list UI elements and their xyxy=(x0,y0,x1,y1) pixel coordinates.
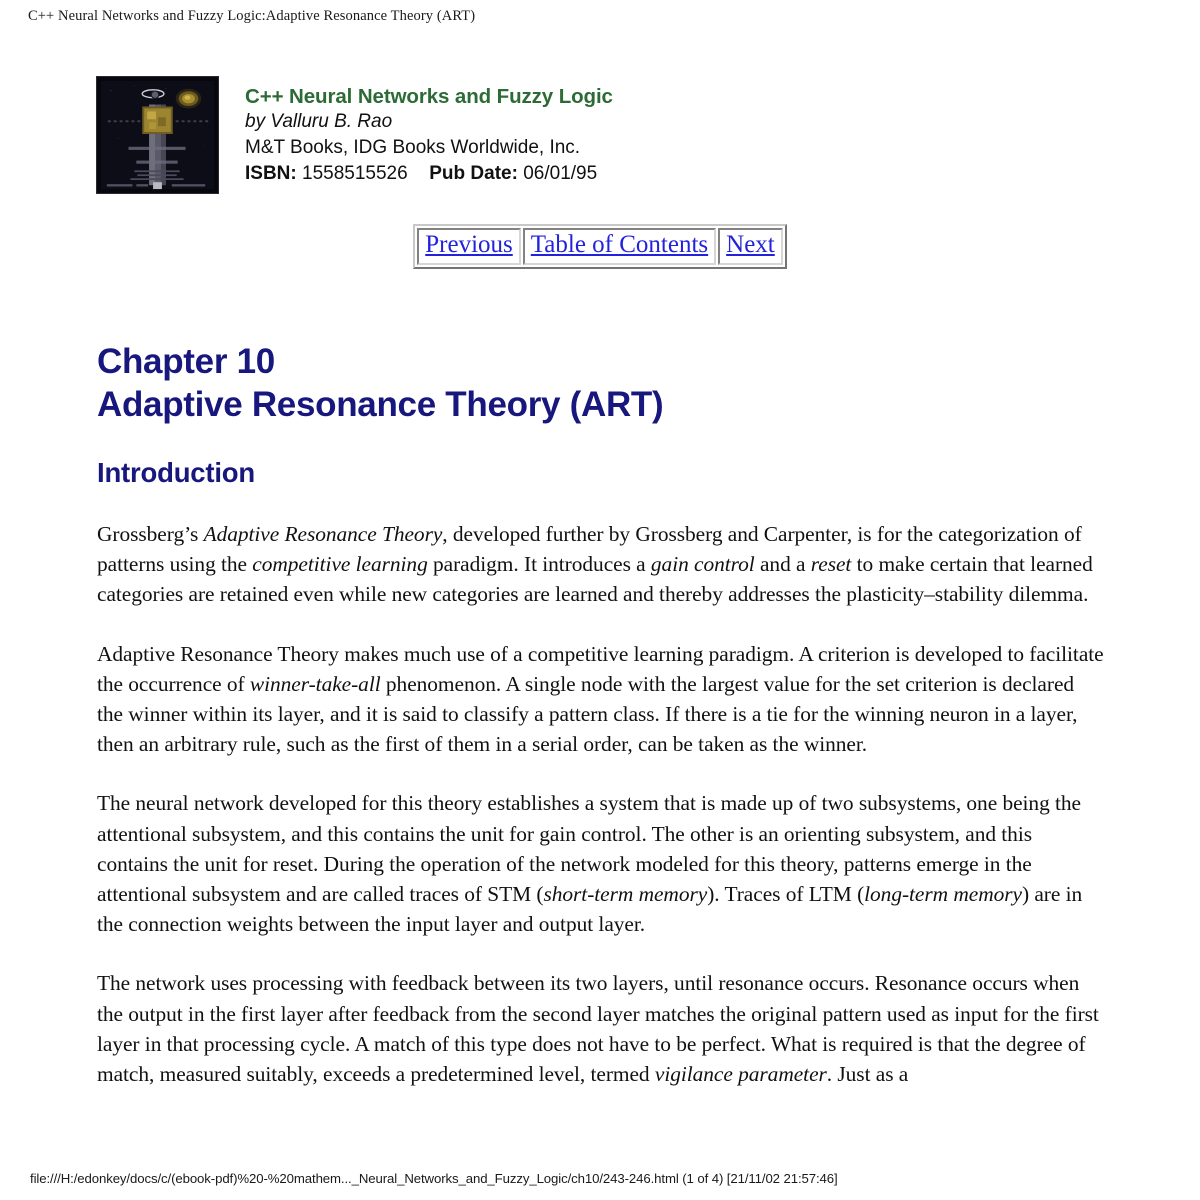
isbn-value: 1558515526 xyxy=(302,163,408,185)
previous-link[interactable]: Previous xyxy=(425,231,513,258)
paragraph xyxy=(97,519,1105,610)
emphasis-text: short-term memory xyxy=(543,882,708,907)
text-run: , developed further by Grossberg and Carpenter, is for the categorization of patterns using the xyxy=(97,522,1082,577)
emphasis-text: winner-take-all xyxy=(249,671,381,696)
book-publisher: M&T Books, IDG Books Worldwide, Inc. xyxy=(245,136,581,158)
paragraph xyxy=(97,788,1105,939)
nav-cell-toc[interactable] xyxy=(523,228,716,265)
page-header-title: C++ Neural Networks and Fuzzy Logic:Adaptive Resonance Theory (ART) xyxy=(28,8,476,24)
navigation-bar xyxy=(0,224,1200,269)
text-run: phenomenon. A single node with the largest value for the set criterion is declared the winner within its layer, and it is said to classify a pattern class. If there is a tie for the winning neuron in a layer, then an arbitrary rule, such as the first of them in a serial order, can be taken as the winner. xyxy=(97,671,1078,757)
pubdate-value: 06/01/95 xyxy=(523,163,598,185)
book-cover-image xyxy=(96,76,219,194)
book-author: by Valluru B. Rao xyxy=(245,111,393,132)
paragraph xyxy=(97,639,1105,760)
book-title: C++ Neural Networks and Fuzzy Logic xyxy=(245,85,613,108)
text-run: ) are in the connection weights between the input layer and output layer. xyxy=(97,882,1083,937)
book-meta-line xyxy=(245,162,613,187)
book-masthead xyxy=(96,76,613,194)
section-heading-introduction: Introduction xyxy=(97,457,255,488)
emphasis-text: long-term memory xyxy=(864,882,1022,907)
isbn-label: ISBN: xyxy=(245,163,297,185)
emphasis-text: competitive learning xyxy=(252,552,428,577)
book-cover-link[interactable] xyxy=(96,76,219,194)
chapter-title: Adaptive Resonance Theory (ART) xyxy=(97,384,664,424)
body-text xyxy=(97,519,1105,1089)
paragraph xyxy=(97,968,1105,1089)
emphasis-text: Adaptive Resonance Theory xyxy=(203,522,443,546)
text-run: to make certain that learned categories are retained even while new categories are learned and thereby addresses the plasticity–stability dilemma. xyxy=(97,552,1093,607)
pubdate-label: Pub Date: xyxy=(429,163,518,185)
text-run: The network uses processing with feedback between its two layers, until resonance occurs. Resonance occurs when the output in the first layer after feedback from the second layer matches the original pattern used as input for the first layer in that processing cycle. A match of this type does not have to be perfect. What is required is that the degree of match, measured suitably, exceeds a predetermined level, termed xyxy=(97,971,1099,1087)
next-link[interactable]: Next xyxy=(726,231,775,258)
emphasis-text: gain control xyxy=(650,552,755,577)
chapter-heading xyxy=(97,341,663,426)
emphasis-text: reset xyxy=(810,552,852,577)
text-run: Grossberg’s xyxy=(97,522,204,546)
table-of-contents-link[interactable]: Table of Contents xyxy=(530,231,709,258)
nav-cell-next[interactable] xyxy=(718,228,783,265)
nav-cell-previous[interactable] xyxy=(417,228,521,265)
text-run: Adaptive Resonance Theory makes much use of a competitive learning paradigm. A criterion is developed to facilitate the occurrence of xyxy=(97,641,1104,696)
text-run: The neural network developed for this theory establishes a system that is made up of two subsystems, one being the attentional subsystem, and this contains the unit for gain control. The other is an orienting subsystem, and this contains the unit for reset. During the operation of the network modeled for this theory, patterns emerge in the attentional subsystem and are called traces of STM ( xyxy=(97,791,1081,907)
book-info xyxy=(245,76,613,187)
chapter-number: Chapter 10 xyxy=(97,342,275,381)
text-run: ). Traces of LTM ( xyxy=(707,882,865,907)
text-run: and a xyxy=(754,552,811,577)
text-run: . Just as a xyxy=(826,1062,909,1087)
navigation-table xyxy=(413,224,787,269)
status-bar-url: file:///H:/edonkey/docs/c/(ebook-pdf)%20-%20mathem..._Neural_Networks_and_Fuzzy_Logic/ch10/243-246.html (1 of 4) [21/11/02 21:57:46] xyxy=(30,1171,838,1186)
text-run: paradigm. It introduces a xyxy=(427,552,651,577)
emphasis-text: vigilance parameter xyxy=(654,1062,827,1087)
